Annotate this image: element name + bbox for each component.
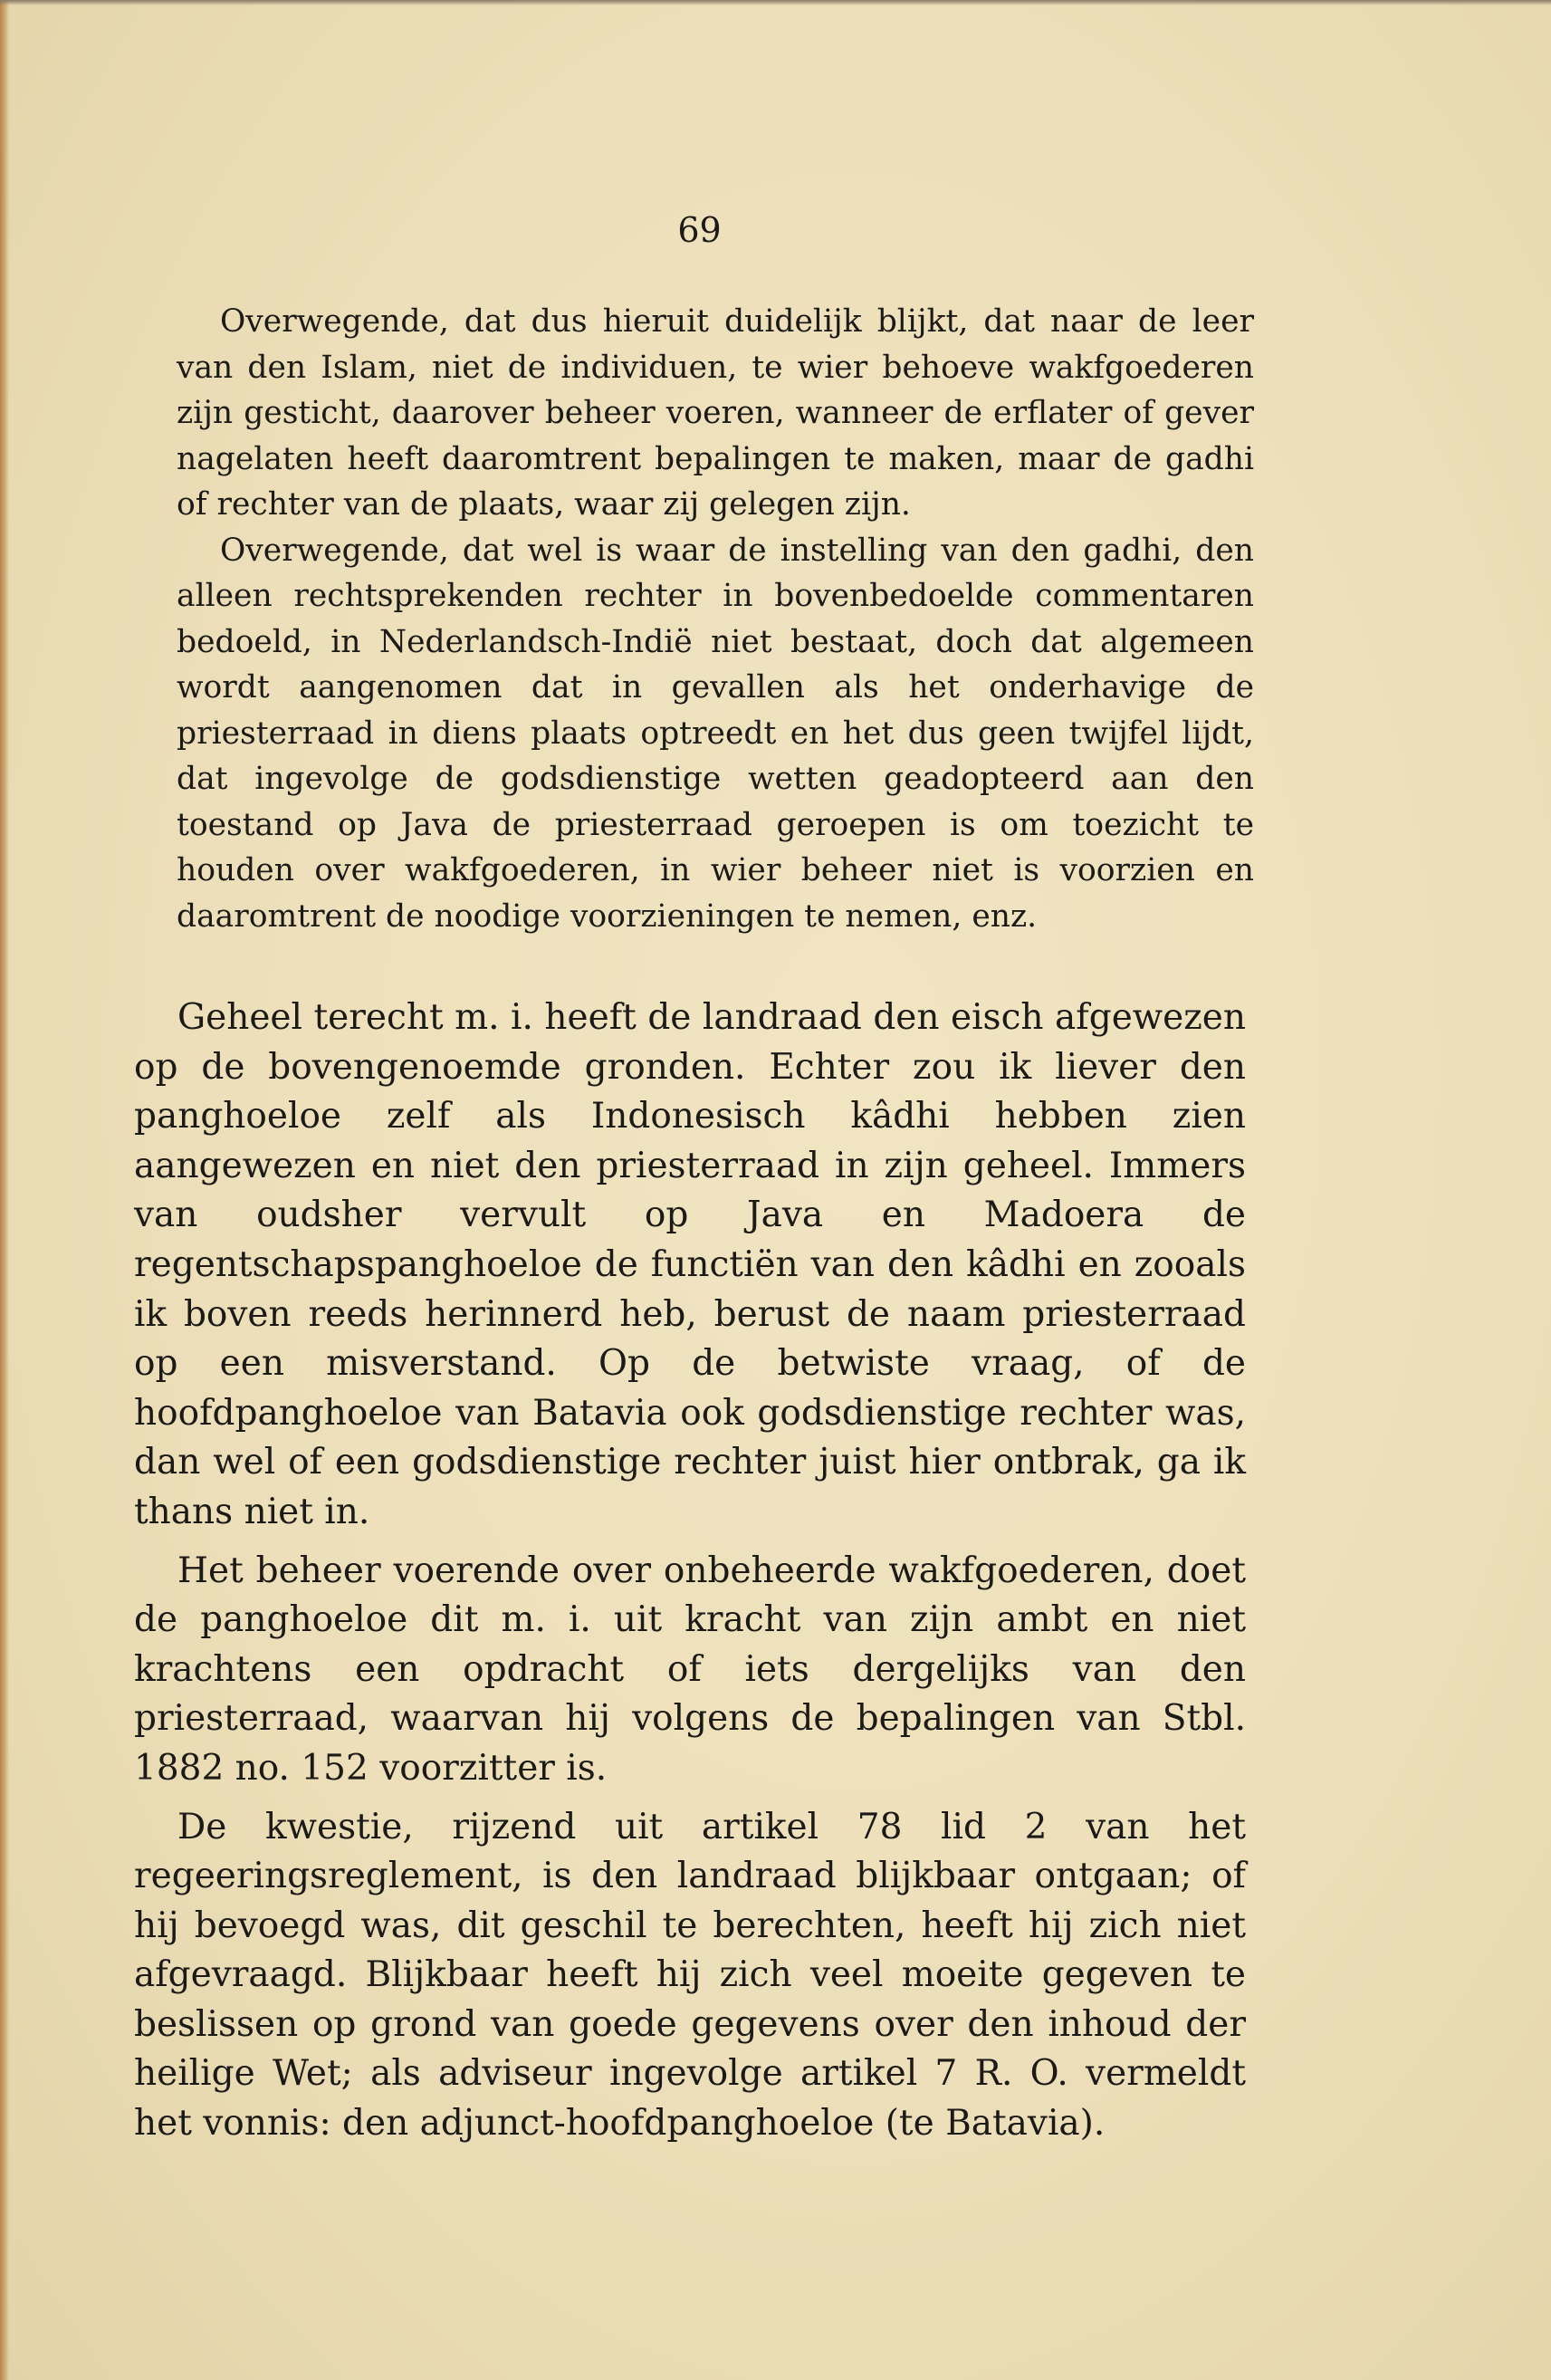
page-top-edge	[0, 0, 1551, 5]
page-number: 69	[677, 210, 722, 250]
body-paragraph-3: De kwestie, rijzend uit artikel 78 lid 2 van het regeeringsreglement, is den landraad blijkbaar ontgaan; of hij bevoegd was, dit geschil te berechten, heeft hij zich niet afgevraagd. Blijkbaar heeft hij zich veel moeite gegeven te beslissen op grond van goede gegevens over den inhoud der heilige Wet; als adviseur ingevolge artikel 7 R. O. vermeldt het vonnis: den adjunct-hoofdpanghoeloe (te Batavia).	[134, 1806, 1246, 2145]
quote-paragraph-1: Overwegende, dat dus hieruit duidelijk blijkt, dat naar de leer van den Islam, niet de individuen, te wier behoeve wakfgoederen zijn gesticht, daarover beheer voeren, wanneer de erflater of gever nagelaten heeft daaromtrent bepalingen te maken, maar de gadhi of rechter van de plaats, waar zij gelegen zijn.	[177, 303, 1254, 523]
page-binding-edge	[0, 0, 9, 2380]
commentary-text	[134, 993, 1246, 2149]
body-paragraph-1: Geheel terecht m. i. heeft de landraad den eisch afgewezen op de bovengenoemde gronden. Echter zou ik liever den panghoeloe zelf als Indonesisch kâdhi hebben zien aangewezen en niet den priesterraad in zijn geheel. Immers van oudsher vervult op Java en Madoera de regentschapspanghoeloe de functiën van den kâdhi en zooals ik boven reeds herinnerd heb, berust de naam priesterraad op een misverstand. Op de betwiste vraag, of de hoofdpanghoeloe van Batavia ook godsdienstige rechter was, dan wel of een godsdienstige rechter juist hier ontbrak, ga ik thans niet in.	[134, 997, 1246, 1532]
body-paragraph-2: Het beheer voerende over onbeheerde wakfgoederen, doet de panghoeloe dit m. i. uit kracht van zijn ambt en niet krachtens een opdracht of iets dergelijks van den priesterraad, waarvan hij volgens de bepalingen van Stbl. 1882 no. 152 voorzitter is.	[134, 1550, 1246, 1789]
quote-paragraph-2: Overwegende, dat wel is waar de instelling van den gadhi, den alleen rechtsprekenden rechter in bovenbedoelde commentaren bedoeld, in Nederlandsch-Indië niet bestaat, doch dat algemeen wordt aangenomen dat in gevallen als het onderhavige de priesterraad in diens plaats optreedt en het dus geen twijfel lijdt, dat ingevolge de godsdienstige wetten geadopteerd aan den toestand op Java de priesterraad geroepen is om toezicht te houden over wakfgoederen, in wier beheer niet is voorzien en daaromtrent de noodige voorzieningen te nemen, enz.	[177, 532, 1254, 935]
quoted-verdict	[177, 299, 1254, 939]
